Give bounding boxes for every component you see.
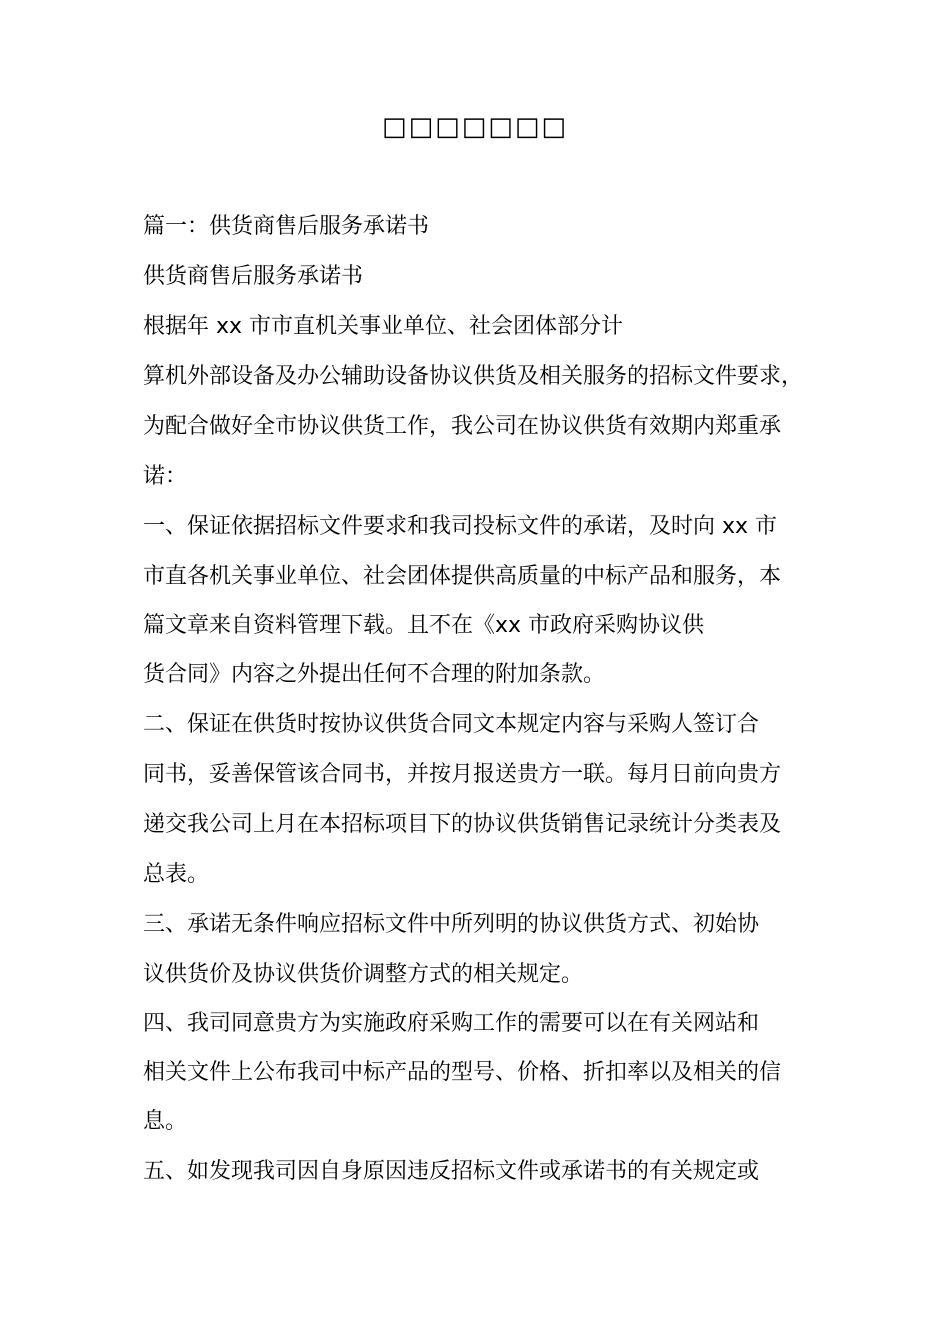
paragraph-line: 五、如发现我司因自身原因违反招标文件或承诺书的有关规定或 [143,1159,760,1184]
paragraph-line: 息。 [143,1109,188,1134]
paragraph-line: 为配合做好全市协议供货工作，我公司在协议供货有效期内郑重承 [143,414,782,439]
heading-part-one: 篇一：供货商售后服务承诺书 [143,214,430,239]
paragraph-line: 算机外部设备及办公辅助设备协议供货及相关服务的招标文件要求， [143,364,804,389]
subheading: 供货商售后服务承诺书 [143,264,364,289]
paragraph-line: 三、承诺无条件响应招标文件中所列明的协议供货方式、初始协 [143,912,760,937]
paragraph-line: 二、保证在供货时按协议供货合同文本规定内容与采购人签订合 [143,712,760,737]
paragraph-line: 议供货价及协议供货价调整方式的相关规定。 [143,962,584,987]
document-title: □□□□□□□ [382,112,568,142]
paragraph-line: 市直各机关事业单位、社会团体提供高质量的中标产品和服务，本 [143,564,782,589]
paragraph-line: 货合同》内容之外提出任何不合理的附加条款。 [143,662,606,687]
paragraph-line: 总表。 [143,862,210,887]
paragraph-line: 相关文件上公布我司中标产品的型号、价格、折扣率以及相关的信 [143,1060,782,1085]
paragraph-line: 四、我司同意贵方为实施政府采购工作的需要可以在有关网站和 [143,1011,760,1036]
paragraph-line: 诺： [143,464,188,489]
paragraph-line: 篇文章来自资料管理下载。且不在《xx 市政府采购协议供 [143,613,705,638]
paragraph-line: 递交我公司上月在本招标项目下的协议供货销售记录统计分类表及 [143,812,782,837]
paragraph-line: 根据年 xx 市市直机关事业单位、社会团体部分计 [143,314,624,339]
paragraph-line: 同书，妥善保管该合同书，并按月报送贵方一联。每月日前向贵方 [143,762,782,787]
paragraph-line: 一、保证依据招标文件要求和我司投标文件的承诺，及时向 xx 市 [143,514,778,539]
